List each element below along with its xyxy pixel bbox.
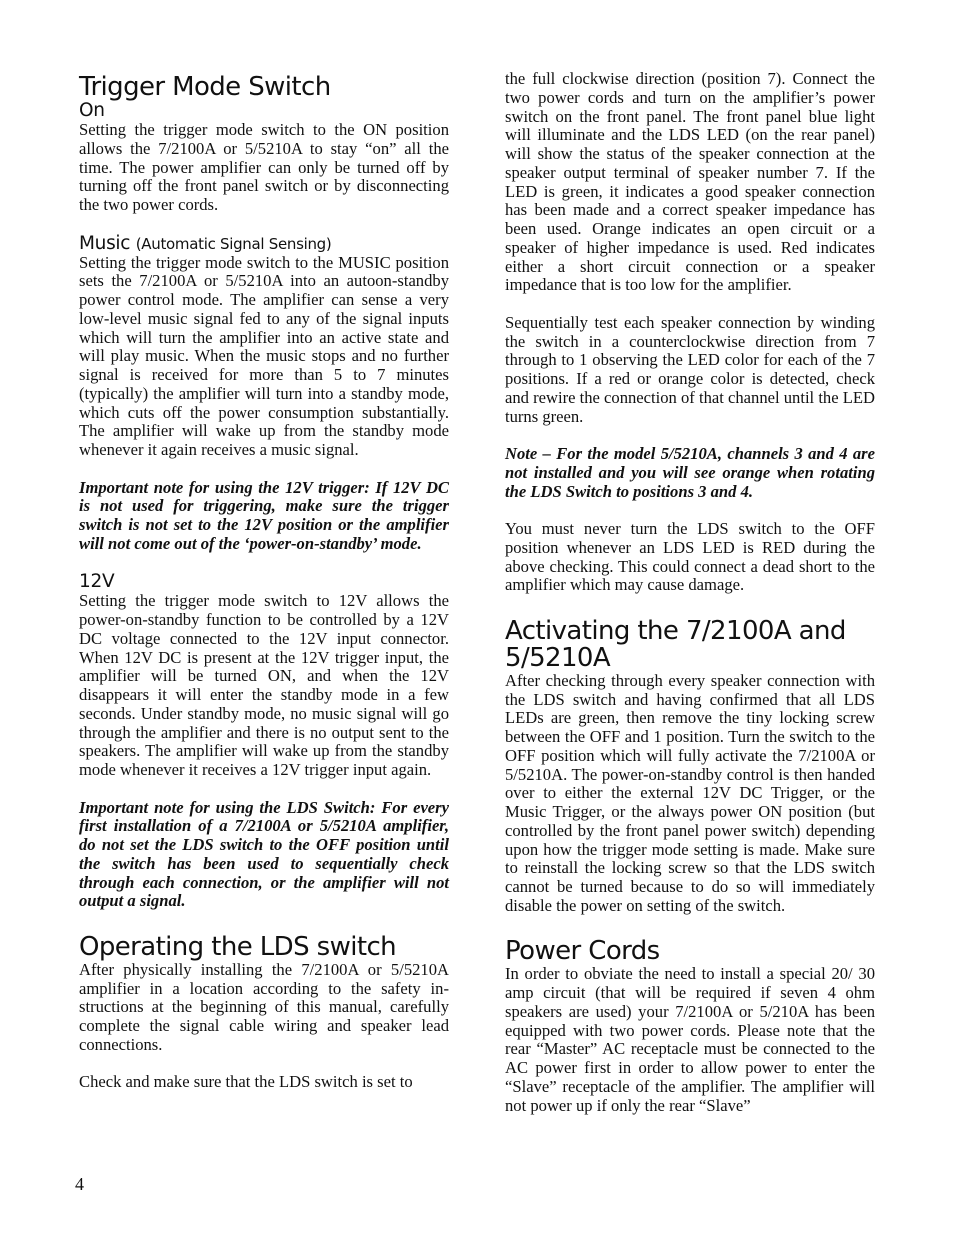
on-paragraph: Setting the trigger mode switch to the ON position allows the 7/2100A or 5/5210A to stay “on” all the time. The power amplifier can only be turned off by turning off the front panel switch or by disconnecting the two power cords. [79, 120, 449, 214]
music-subheading-title: Music [79, 232, 131, 254]
music-subheading-note: (Automatic Signal Sensing) [135, 234, 332, 253]
music-subheading [79, 234, 449, 254]
on-subheading: On [79, 100, 105, 121]
operating-paragraph: After physically installing the 7/2100A or 5/5210A amplifier in a location according to the safety instructions at the beginning of this manual, carefully complete the signal cable wiring and speaker lead connections. [79, 959, 449, 1054]
sequential-test-paragraph: Sequentially test each speaker connection by winding the switch in a counterclockwise direction from 7 through to 1 observing the LED color for each of the 7 positions. If a red or orange color is detected, check and rewire the connection of that channel until the LED turns green. [505, 312, 875, 426]
check-paragraph: Check and make sure that the LDS switch is set to [79, 1072, 413, 1092]
trigger-mode-heading: Trigger Mode Switch [79, 72, 331, 102]
power-cords-paragraph: In order to obviate the need to install a special 20/ 30 amp circuit (that will be required if seven 4 ohm speakers are used) your 7/2100A or 5/210A has been equipped with two power cords. Please note that the rear “Master” AC receptacle must be connected to the AC power first in order to allow power to enter the “Slave” receptacle of the amplifier. The amplifier will not power up if only the rear “Slave” [505, 964, 875, 1115]
never-off-paragraph: You must never turn the LDS switch to the OFF position whenever an LDS LED is RED during the above checking. This could connect a dead short to the amplifier which may cause damage. [505, 519, 875, 595]
left-column [79, 70, 449, 1111]
model-note: Note – For the model 5/5210A, channels 3 and 4 are not installed and you will see orange when rotating the LDS Switch to positions 3 and 4. [505, 444, 875, 501]
operating-lds-heading: Operating the LDS switch [79, 931, 397, 962]
important-note-12v: Important note for using the 12V trigger: If 12V DC is not used for triggering, make sure the trigger switch is not set to the 12V position or the amplifier will not come out of the ‘power-on-standby’ mode. [79, 477, 449, 553]
12v-paragraph: Setting the trigger mode switch to 12V allows the power-on-standby function to be controlled by a 12V DC voltage connected to the 12V input connector. When 12V DC is present at the 12V trigger input, the amplifier will be turned ON, and when the 12V disappears it will enter the standby mode in a few seconds. Under standby mode, no music signal will go through the amplifier and there is no output sent to the speakers. The amplifier will wake up from the standby mode whenever it receives a 12V trigger input again. [79, 591, 449, 779]
12v-subheading: 12V [79, 571, 115, 593]
continued-paragraph: the full clockwise direction (position 7). Connect the two power cords and turn on the amplifier’s power switch on the front panel. The front panel blue light will illuminate and the LDS LED (on the rear panel) will show the status of the speaker connection at the speaker output terminal of speaker number 7. If the LED is green, it indicates a good speaker connection has been made and a correct speaker impedance has been used. Orange indicates an open circuit or a speaker of higher impedance is used. Red indicates either a short circuit connection or a speaker impedance that is too low for the amplifier. [505, 69, 875, 295]
power-cords-heading: Power Cords [505, 936, 660, 967]
right-column [505, 70, 875, 1134]
page-number: 4 [75, 1174, 84, 1194]
important-note-lds: Important note for using the LDS Switch: For every first installation of a 7/2100A or 5/5210A amplifier, do not set the LDS switch to the OFF position until the switch has been used to sequentially check through each connection, or the amplifier will not output a signal. [79, 797, 449, 911]
activating-heading: Activating the 7/2100A and 5/5210A [505, 615, 846, 673]
music-paragraph: Setting the trigger mode switch to the MUSIC position sets the 7/2100A or 5/5210A into an autoon-standby power control mode. The amplifier can sense a very low-level music signal fed to any of the signal inputs which will turn the amplifier into an active state and will play music. When the music stops and no further signal is received for more than 5 to 7 minutes (typically) the amplifier will turn into a standby mode, which cuts off the power consumption substantially. The amplifier will wake up from the standby mode whenever it again receives a music signal. [79, 252, 449, 459]
activating-paragraph: After checking through every speaker connection with the LDS switch and having confirmed that all LDS LEDs are green, then remove the tiny locking screw between the OFF and 1 position. Turn the switch to the OFF position which will fully activate the 7/2100A or 5/5210A. The power-on-standby control is then handed over to either the external 12V DC Trigger, or the Music Trigger, or the always power ON position (but controlled by the front panel power switch) depending upon how the trigger mode setting is made. Make sure to reinstall the locking screw so that the LDS switch cannot be turned because to do so will immediately disable the power on setting of the switch. [505, 670, 875, 915]
